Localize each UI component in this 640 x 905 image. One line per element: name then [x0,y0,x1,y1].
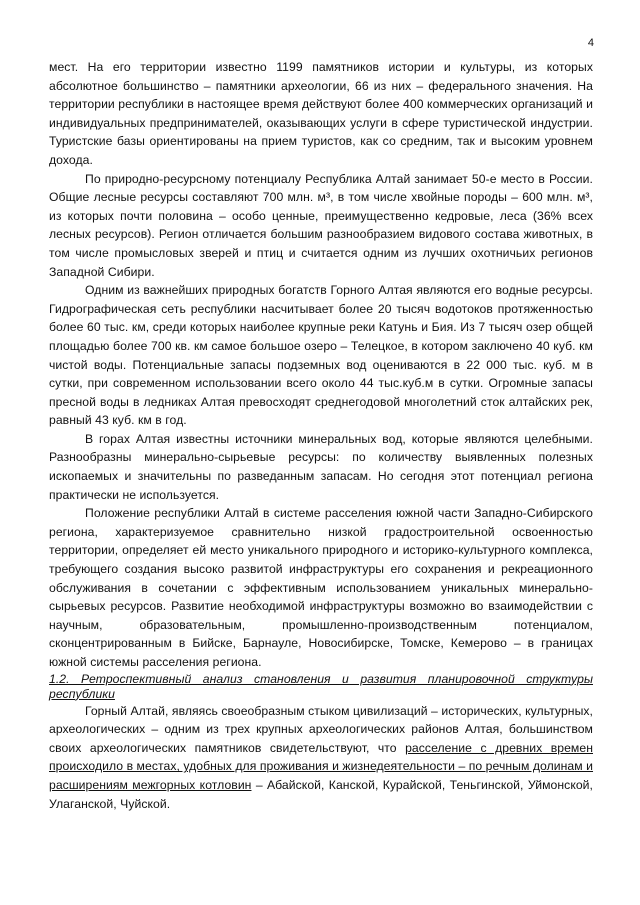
paragraph-archaeology-end: – Абайской, Канской, Курайской, Теньгинской, Уймонской, Улаганской, Чуйской. [49,777,593,811]
paragraph-archaeology [49,702,593,814]
paragraph-water-resources: Одним из важнейших природных богатств Горного Алтая являются его водные ресурсы. Гидрографическая сеть республики насчитывает более 20 тысяч водотоков протяженностью более 60 тыс. км, среди которых наиболее крупные реки Катунь и Бия. Из 7 тысяч озер общей площадью более 700 кв. км самое большое озеро – Телецкое, в котором заключено 40 куб. км чистой воды. Потенциальные запасы подземных вод оцениваются в 22 000 тыс. куб. м в сутки, при современном использовании всего около 44 тыс.куб.м в сутки. Огромные запасы пресной воды в ледниках Алтая превосходят среднегодовой многолетний сток алтайских рек, равный 43 куб. км в год. [49,283,593,428]
page-number: 4 [587,37,594,49]
paragraph-settlement-system: Положение республики Алтай в системе расселения южной части Западно-Сибирского региона, характеризуемое сравнительно низкой градостроительной освоенностью территории, определяет ей место уникального природного и историко-культурного комплекса, требующего создания высоко развитой инфраструктуры его сохранения и рекреационного обслуживания в сочетании с эффективным использованием уникальных минерально-сырьевых ресурсов. Развитие необходимой инфраструктуры возможно во взаимодействии с научным, образовательным, промышленно-производственным потенциалом, сконцентрированным в Бийске, Барнауле, Новосибирске, Томске, Кемерово – в границах южной системы расселения региона. [49,506,593,669]
paragraph-archaeology-start: Горный Алтай, являясь своеобразным стыком цивилизаций – исторических, культурных, археологических – одним из трех крупных археологических районов Алтая, большинством своих археологических памятников свидетельствуют, что [49,703,593,755]
page-content [49,58,593,813]
paragraph-mineral-springs: В горах Алтая известны источники минеральных вод, которые являются целебными. Разнообразны минерально-сырьевые ресурсы: по количеству выявленных полезных ископаемых и значительны по разведанным запасам. Но сегодня этот потенциал региона практически не используется. [49,431,593,502]
underlined-phrase: расселение с древних времен происходило в местах, удобных для проживания и жизнедеятельности – по речным долинам и расширениям межгорных котловин [49,740,594,792]
section-heading: 1.2. Ретроспективный анализ становления и развития планировочной структуры республики [49,671,593,701]
paragraph-monuments: мест. На его территории известно 1199 памятников истории и культуры, из которых абсолютное большинство – памятники археологии, 66 из них – федерального значения. На территории республики в настоящее время действуют более 400 коммерческих организаций и индивидуальных предпринимателей, оказывающих услуги в сфере туристической индустрии. Туристские базы ориентированы на прием туристов, как со средним, так и высоким уровнем дохода. [49,60,593,167]
paragraph-natural-resources: По природно-ресурсному потенциалу Республика Алтай занимает 50-е место в России. Общие лесные ресурсы составляют 700 млн. м³, в том числе хвойные породы – 600 млн. м³, из которых почти половина – особо ценные, преимущественно кедровые, леса (36% всех лесных ресурсов). Регион отличается большим разнообразием видового состава животных, в том числе промысловых зверей и птиц и считается одним из лучших охотничьих регионов Западной Сибири. [49,171,593,279]
